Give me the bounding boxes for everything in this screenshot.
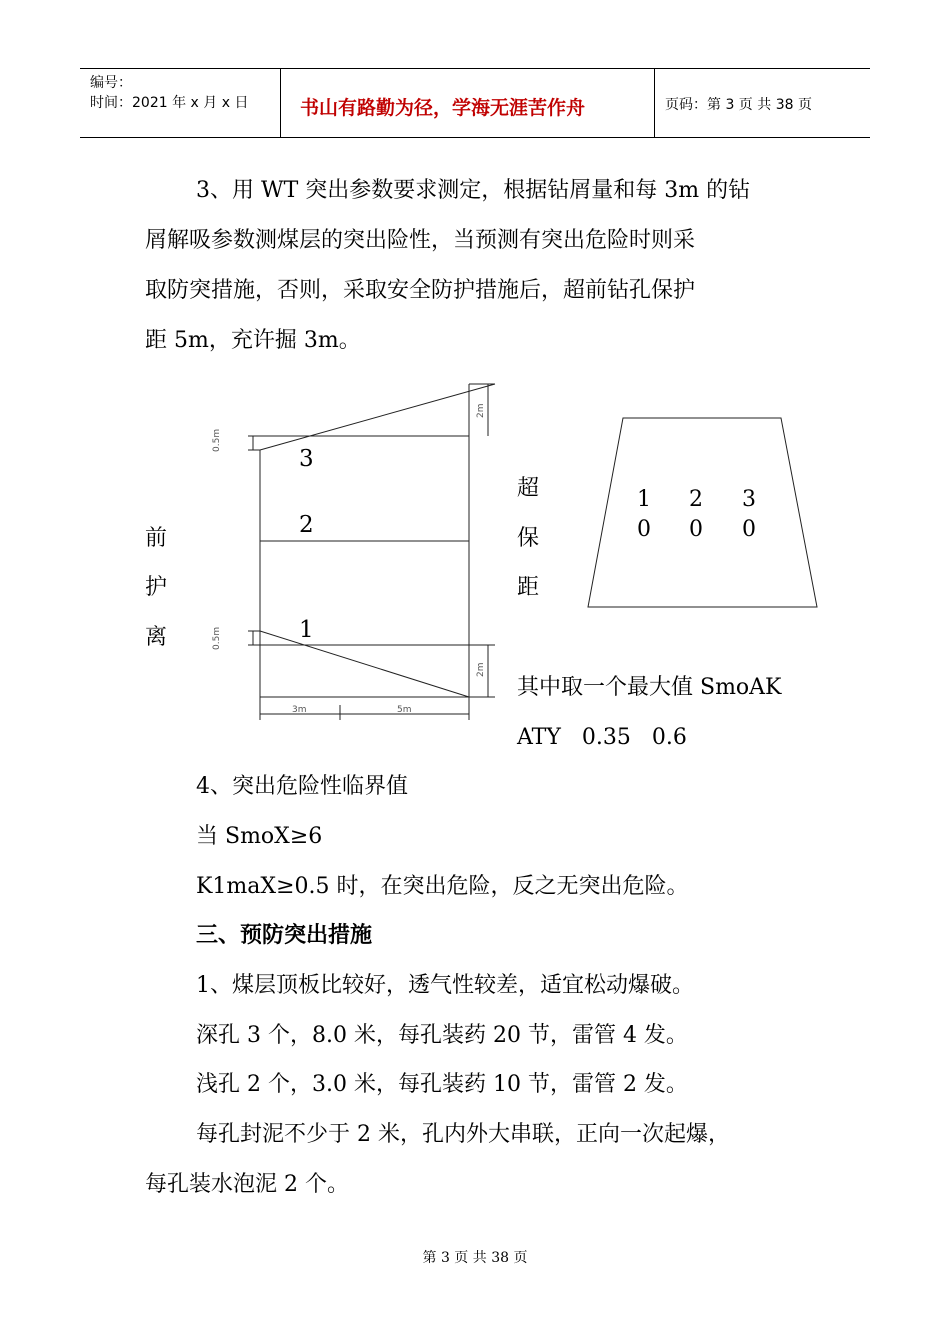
hole-number-1: 1 (299, 617, 314, 643)
right-label-char: 超 (517, 476, 540, 501)
hole-number-3: 3 (299, 446, 314, 472)
section-4-line-1: 当 SmoX≥6 (196, 824, 323, 849)
left-label-char: 前 (145, 526, 168, 551)
dim-label-2m-top: 2m (476, 403, 486, 418)
section-4-line-2: K1maX≥0.5 时，在突出危险，反之无突出危险。 (196, 874, 689, 899)
paragraph-line: 距 5m，充许掘 3m。 (145, 328, 361, 353)
trapezoid-value: 1 (637, 487, 651, 512)
measures-line: 每孔封泥不少于 2 米，孔内外大串联，正向一次起爆， (196, 1122, 730, 1147)
paragraph-line: 取防突措施，否则，采取安全防护措施后，超前钻孔保护 (145, 278, 696, 303)
dim-label-3m: 3m (292, 705, 307, 715)
page-footer: 第 3 页 共 38 页 (422, 1250, 528, 1266)
trapezoid-value: 0 (637, 517, 651, 542)
left-label-char: 护 (145, 575, 168, 600)
section-4-title: 4、突出危险性临界值 (196, 774, 408, 799)
paragraph-line: 3、用 WT 突出参数要求测定，根据钻屑量和每 3m 的钻 (196, 178, 751, 203)
trapezoid-value: 0 (689, 517, 703, 542)
dim-label-5m: 5m (397, 705, 412, 715)
trapezoid-value: 3 (742, 487, 756, 512)
document-time-label: 时间：2021 年 x 月 x 日 (90, 95, 249, 111)
diagram-note-line-2: ATY 0.35 0.6 (517, 725, 687, 750)
header-motto: 书山有路勤为径，学海无涯苦作舟 (300, 97, 586, 119)
right-label-char: 保 (517, 526, 540, 551)
left-label-char: 离 (145, 625, 168, 650)
measures-line: 1、煤层顶板比较好，透气性较差，适宜松动爆破。 (196, 973, 694, 998)
measures-line: 每孔装水泡泥 2 个。 (145, 1172, 349, 1197)
hole-1-line (260, 631, 469, 697)
dim-label-05-top: 0.5m (212, 428, 222, 452)
dim-label-05-bottom: 0.5m (212, 626, 222, 650)
right-label-char: 距 (517, 575, 540, 600)
document-number-label: 编号： (90, 75, 132, 91)
header-page-number: 页码：第 3 页 共 38 页 (665, 97, 812, 113)
trapezoid-value: 2 (689, 487, 703, 512)
trapezoid-shape (588, 418, 817, 607)
trapezoid-value: 0 (742, 517, 756, 542)
hole-number-2: 2 (299, 512, 314, 538)
diagram-note-line-1: 其中取一个最大值 SmoAK (517, 675, 782, 700)
section-heading: 三、预防突出措施 (196, 923, 373, 948)
measures-line: 深孔 3 个，8.0 米，每孔装药 20 节，雷管 4 发。 (196, 1023, 688, 1048)
measures-line: 浅孔 2 个，3.0 米，每孔装药 10 节，雷管 2 发。 (196, 1072, 688, 1097)
hole-3-line (260, 384, 495, 450)
dim-label-2m-bottom: 2m (476, 662, 486, 677)
paragraph-line: 屑解吸参数测煤层的突出险性，当预测有突出危险时则采 (145, 228, 696, 253)
